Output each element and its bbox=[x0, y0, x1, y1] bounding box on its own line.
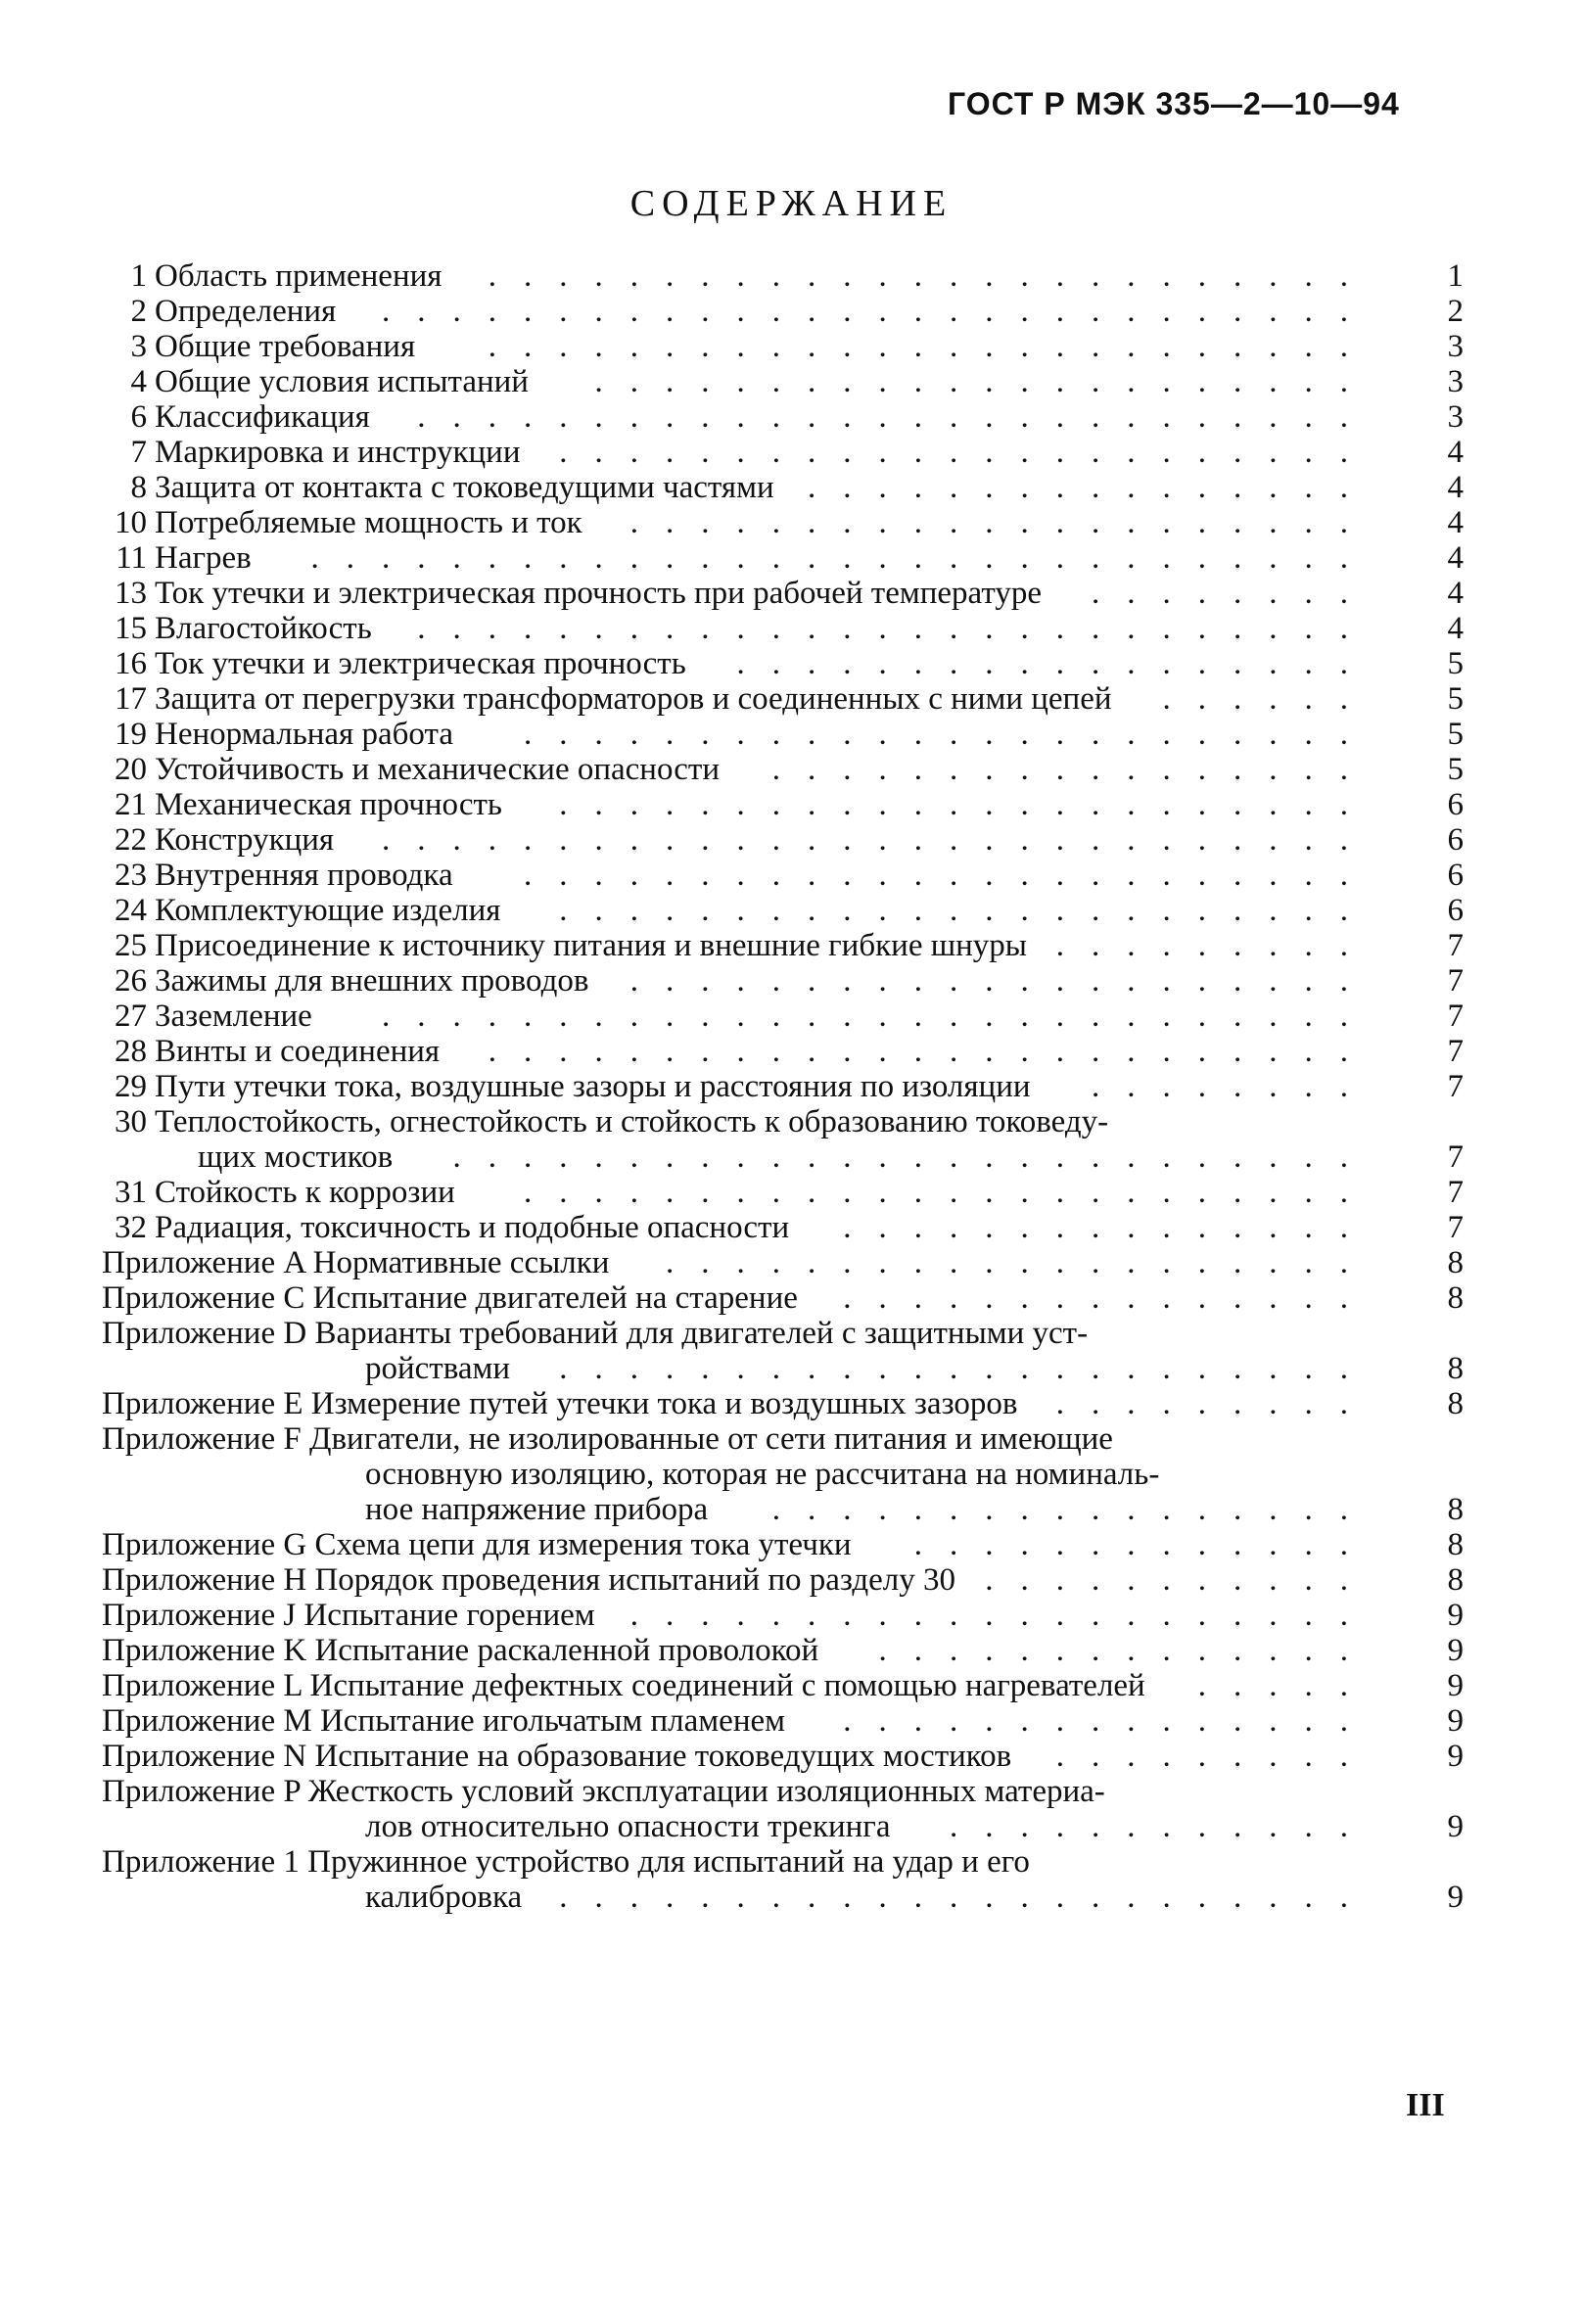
dot-leader: .......................... bbox=[452, 1139, 1375, 1175]
page-number: 8 bbox=[1447, 1527, 1464, 1562]
toc-appendix-entry bbox=[88, 1527, 1464, 1566]
dot-leader: ....................... bbox=[559, 787, 1375, 822]
section-title: Ток утечки и электрическая прочность при рабочей температуре bbox=[155, 576, 1042, 611]
page-number: 7 bbox=[1447, 999, 1464, 1034]
appendix-title: Приложение L Испытание дефектных соединений с помощью нагревателей bbox=[102, 1668, 1145, 1703]
dot-leader: ...... bbox=[1162, 681, 1375, 717]
appendix-title: основную изоляцию, которая не рассчитана на номиналь- bbox=[365, 1457, 1160, 1492]
toc-appendix-entry bbox=[88, 1668, 1464, 1707]
toc-appendix-entry bbox=[88, 1245, 1464, 1284]
dot-leader: ....................... bbox=[559, 435, 1375, 470]
section-number: 25 bbox=[115, 928, 147, 963]
page-number: 4 bbox=[1447, 470, 1464, 505]
dot-leader: ..................... bbox=[629, 963, 1375, 999]
page-number: 9 bbox=[1447, 1668, 1464, 1703]
section-number: 2 bbox=[130, 294, 147, 329]
page-number: 3 bbox=[1447, 329, 1464, 364]
toc-entry bbox=[88, 435, 1464, 474]
dot-leader: ........ bbox=[1092, 1069, 1375, 1104]
section-title: Пути утечки тока, воздушные зазоры и расстояния по изоляции bbox=[155, 1069, 1031, 1104]
section-number: 19 bbox=[115, 717, 147, 752]
dot-leader: ........................ bbox=[524, 1175, 1375, 1210]
toc-entry-continuation bbox=[88, 1457, 1464, 1496]
toc-entry bbox=[88, 540, 1464, 580]
section-number: 30 bbox=[115, 1104, 147, 1139]
dot-leader: ....................... bbox=[559, 893, 1375, 928]
page-title: СОДЕРЖАНИЕ bbox=[629, 183, 954, 224]
section-number: 1 bbox=[130, 258, 147, 294]
dot-leader: ..................... bbox=[629, 1598, 1375, 1633]
dot-leader: ............... bbox=[843, 1703, 1375, 1739]
appendix-title: ное напряжение прибора bbox=[365, 1492, 709, 1527]
section-number: 23 bbox=[115, 858, 147, 893]
page-number: 7 bbox=[1447, 1069, 1464, 1104]
page-number-footer: III bbox=[1406, 2087, 1445, 2123]
appendix-title: Приложение J Испытание горением bbox=[102, 1598, 595, 1633]
dot-leader: .................... bbox=[666, 1245, 1375, 1280]
toc-entry bbox=[88, 505, 1464, 544]
toc-appendix-entry bbox=[88, 1844, 1464, 1883]
page-number: 6 bbox=[1447, 858, 1464, 893]
section-title: Нагрев bbox=[155, 540, 252, 576]
dot-leader: ............................ bbox=[382, 294, 1375, 329]
dot-leader: ......................... bbox=[488, 329, 1375, 364]
section-title: Зажимы для внешних проводов bbox=[155, 963, 589, 999]
section-number: 10 bbox=[115, 505, 147, 540]
toc-entry-continuation bbox=[88, 1139, 1464, 1179]
page-number: 8 bbox=[1447, 1280, 1464, 1316]
dot-leader: .................. bbox=[736, 646, 1375, 681]
section-title: Защита от контакта с токоведущими частями bbox=[155, 470, 774, 505]
section-title: Винты и соединения bbox=[155, 1034, 441, 1069]
section-title: Область применения bbox=[155, 258, 442, 294]
section-title: Определения bbox=[155, 294, 337, 329]
page-number: 8 bbox=[1447, 1386, 1464, 1421]
section-title: Комплектующие изделия bbox=[155, 893, 501, 928]
section-title: Устойчивость и механические опасности bbox=[155, 752, 721, 787]
section-number: 29 bbox=[115, 1069, 147, 1104]
toc-entry bbox=[88, 1104, 1464, 1143]
page-number: 7 bbox=[1447, 1139, 1464, 1175]
section-title: щих мостиков bbox=[198, 1139, 394, 1175]
page-number: 7 bbox=[1447, 1034, 1464, 1069]
appendix-title: Приложение K Испытание раскаленной проволокой bbox=[102, 1633, 819, 1668]
page-number: 5 bbox=[1447, 681, 1464, 717]
toc-appendix-entry bbox=[88, 1703, 1464, 1743]
section-title: Стойкость к коррозии bbox=[155, 1175, 455, 1210]
toc-appendix-entry bbox=[88, 1421, 1464, 1461]
dot-leader: ............................ bbox=[382, 822, 1375, 858]
dot-leader: ........ bbox=[1092, 576, 1375, 611]
section-number: 17 bbox=[115, 681, 147, 717]
page-number: 9 bbox=[1447, 1880, 1464, 1915]
appendix-title: Приложение G Схема цепи для измерения тока утечки bbox=[102, 1527, 852, 1562]
section-number: 13 bbox=[115, 576, 147, 611]
toc-entry bbox=[88, 893, 1464, 932]
section-number: 6 bbox=[130, 399, 147, 435]
dot-leader: ......................... bbox=[488, 1034, 1375, 1069]
page-number: 3 bbox=[1447, 399, 1464, 435]
section-number: 22 bbox=[115, 822, 147, 858]
page-number: 4 bbox=[1447, 540, 1464, 576]
page-number: 8 bbox=[1447, 1492, 1464, 1527]
page-number: 7 bbox=[1447, 963, 1464, 999]
toc-entry bbox=[88, 681, 1464, 720]
section-title: Классификация bbox=[155, 399, 370, 435]
dot-leader: ......... bbox=[1055, 1739, 1375, 1774]
section-title: Внутренняя проводка bbox=[155, 858, 453, 893]
dot-leader: ........... bbox=[985, 1562, 1375, 1598]
dot-leader: ....................... bbox=[559, 1351, 1375, 1386]
section-number: 21 bbox=[115, 787, 147, 822]
toc-appendix-entry bbox=[88, 1316, 1464, 1355]
toc-entry bbox=[88, 470, 1464, 509]
page-number: 6 bbox=[1447, 893, 1464, 928]
section-number: 4 bbox=[130, 364, 147, 399]
section-title: Маркировка и инструкции bbox=[155, 435, 521, 470]
toc-entry bbox=[88, 258, 1464, 298]
document-code-header: ГОСТ Р МЭК 335—2—10—94 bbox=[948, 86, 1400, 121]
section-number: 11 bbox=[116, 540, 147, 576]
dot-leader: ..................... bbox=[629, 505, 1375, 540]
appendix-title: Приложение 1 Пружинное устройство для испытаний на удар и его bbox=[102, 1844, 1030, 1880]
section-title: Потребляемые мощность и ток bbox=[155, 505, 582, 540]
section-number: 16 bbox=[115, 646, 147, 681]
page-number: 7 bbox=[1447, 1175, 1464, 1210]
appendix-title: Приложение C Испытание двигателей на старение bbox=[102, 1280, 798, 1316]
toc-entry bbox=[88, 928, 1464, 967]
dot-leader: ......... bbox=[1055, 1386, 1375, 1421]
section-title: Заземление bbox=[155, 999, 312, 1034]
section-number: 31 bbox=[115, 1175, 147, 1210]
page-number: 6 bbox=[1447, 822, 1464, 858]
appendix-title: ройствами bbox=[365, 1351, 511, 1386]
appendix-title: калибровка bbox=[365, 1880, 523, 1915]
dot-leader: ........................ bbox=[524, 717, 1375, 752]
toc-appendix-entry bbox=[88, 1386, 1464, 1425]
dot-leader: ................ bbox=[808, 470, 1375, 505]
section-title: Ток утечки и электрическая прочность bbox=[155, 646, 686, 681]
section-title: Ненормальная работа bbox=[155, 717, 453, 752]
section-title: Конструкция bbox=[155, 822, 335, 858]
toc-entry bbox=[88, 717, 1464, 756]
page-number: 8 bbox=[1447, 1351, 1464, 1386]
appendix-title: Приложение M Испытание игольчатым пламенем bbox=[102, 1703, 786, 1739]
appendix-title: Приложение E Измерение путей утечки тока и воздушных зазоров bbox=[102, 1386, 1018, 1421]
dot-leader: ......... bbox=[1055, 928, 1375, 963]
section-number: 8 bbox=[130, 470, 147, 505]
page-number: 4 bbox=[1447, 505, 1464, 540]
page-number: 8 bbox=[1447, 1562, 1464, 1598]
page-number: 4 bbox=[1447, 435, 1464, 470]
toc-entry-continuation bbox=[88, 1809, 1464, 1848]
section-title: Теплостойкость, огнестойкость и стойкость к образованию токоведу- bbox=[155, 1104, 1109, 1139]
dot-leader: ........................ bbox=[524, 858, 1375, 893]
toc-entry bbox=[88, 822, 1464, 861]
toc-entry bbox=[88, 646, 1464, 685]
appendix-title: Приложение P Жесткость условий эксплуатации изоляционных материа- bbox=[102, 1774, 1105, 1809]
toc-appendix-entry bbox=[88, 1280, 1464, 1320]
page-number: 4 bbox=[1447, 576, 1464, 611]
page-number: 6 bbox=[1447, 787, 1464, 822]
section-title: Общие условия испытаний bbox=[155, 364, 529, 399]
toc-appendix-entry bbox=[88, 1562, 1464, 1602]
page-number: 9 bbox=[1447, 1739, 1464, 1774]
section-number: 26 bbox=[115, 963, 147, 999]
section-number: 27 bbox=[115, 999, 147, 1034]
dot-leader: ............... bbox=[843, 1280, 1375, 1316]
toc-entry bbox=[88, 1175, 1464, 1214]
page-number: 4 bbox=[1447, 611, 1464, 646]
dot-leader: ........................... bbox=[417, 611, 1375, 646]
section-number: 15 bbox=[115, 611, 147, 646]
section-number: 32 bbox=[115, 1210, 147, 1245]
toc-entry bbox=[88, 999, 1464, 1038]
toc-entry bbox=[88, 1069, 1464, 1108]
section-title: Радиация, токсичность и подобные опасности bbox=[155, 1210, 790, 1245]
page-number: 1 bbox=[1447, 258, 1464, 294]
toc-entry bbox=[88, 963, 1464, 1002]
page-number: 7 bbox=[1447, 928, 1464, 963]
appendix-title: лов относительно опасности трекинга bbox=[365, 1809, 891, 1844]
toc-entry bbox=[88, 611, 1464, 650]
toc-entry bbox=[88, 364, 1464, 403]
section-number: 7 bbox=[130, 435, 147, 470]
toc-entry bbox=[88, 858, 1464, 897]
appendix-title: Приложение F Двигатели, не изолированные от сети питания и имеющие bbox=[102, 1421, 1113, 1457]
section-title: Присоединение к источнику питания и внешние гибкие шнуры bbox=[155, 928, 1027, 963]
section-title: Механическая прочность bbox=[155, 787, 502, 822]
toc-entry bbox=[88, 399, 1464, 439]
toc-appendix-entry bbox=[88, 1774, 1464, 1813]
section-number: 3 bbox=[130, 329, 147, 364]
page-number: 3 bbox=[1447, 364, 1464, 399]
toc-entry-continuation bbox=[88, 1880, 1464, 1919]
toc-entry-continuation bbox=[88, 1351, 1464, 1390]
appendix-title: Приложение D Варианты требований для двигателей с защитными уст- bbox=[102, 1316, 1089, 1351]
page-number: 5 bbox=[1447, 717, 1464, 752]
page-number: 9 bbox=[1447, 1633, 1464, 1668]
toc-entry bbox=[88, 1210, 1464, 1249]
section-number: 24 bbox=[115, 893, 147, 928]
toc-appendix-entry bbox=[88, 1739, 1464, 1778]
page-number: 2 bbox=[1447, 294, 1464, 329]
page-number: 9 bbox=[1447, 1703, 1464, 1739]
toc-appendix-entry bbox=[88, 1633, 1464, 1672]
dot-leader: ....................... bbox=[559, 1880, 1375, 1915]
dot-leader: ...................... bbox=[594, 364, 1375, 399]
toc-entry bbox=[88, 294, 1464, 333]
section-number: 20 bbox=[115, 752, 147, 787]
section-number: 28 bbox=[115, 1034, 147, 1069]
section-title: Общие требования bbox=[155, 329, 416, 364]
dot-leader: .............................. bbox=[310, 540, 1375, 576]
page-number: 8 bbox=[1447, 1245, 1464, 1280]
dot-leader: ......................... bbox=[488, 258, 1375, 294]
page-number: 7 bbox=[1447, 1210, 1464, 1245]
dot-leader: ............................ bbox=[382, 999, 1375, 1034]
toc-entry bbox=[88, 787, 1464, 826]
appendix-title: Приложение H Порядок проведения испытаний по разделу 30 bbox=[102, 1562, 955, 1598]
page-number: 9 bbox=[1447, 1809, 1464, 1844]
toc-entry-continuation bbox=[88, 1492, 1464, 1531]
dot-leader: ............. bbox=[913, 1527, 1375, 1562]
page-number: 9 bbox=[1447, 1598, 1464, 1633]
dot-leader: ................. bbox=[771, 1492, 1375, 1527]
toc-entry bbox=[88, 752, 1464, 791]
section-title: Защита от перегрузки трансформаторов и соединенных с ними цепей bbox=[155, 681, 1112, 717]
toc-entry bbox=[88, 576, 1464, 615]
toc-appendix-entry bbox=[88, 1598, 1464, 1637]
page-number: 5 bbox=[1447, 646, 1464, 681]
dot-leader: ................. bbox=[771, 752, 1375, 787]
dot-leader: ............... bbox=[843, 1210, 1375, 1245]
dot-leader: .............. bbox=[878, 1633, 1375, 1668]
appendix-title: Приложение N Испытание на образование токоведущих мостиков bbox=[102, 1739, 1012, 1774]
toc-entry bbox=[88, 1034, 1464, 1073]
section-title: Влагостойкость bbox=[155, 611, 372, 646]
page-number: 5 bbox=[1447, 752, 1464, 787]
appendix-title: Приложение A Нормативные ссылки bbox=[102, 1245, 610, 1280]
dot-leader: ........................... bbox=[417, 399, 1375, 435]
dot-leader: ............ bbox=[950, 1809, 1375, 1844]
dot-leader: ..... bbox=[1197, 1668, 1375, 1703]
toc-entry bbox=[88, 329, 1464, 368]
